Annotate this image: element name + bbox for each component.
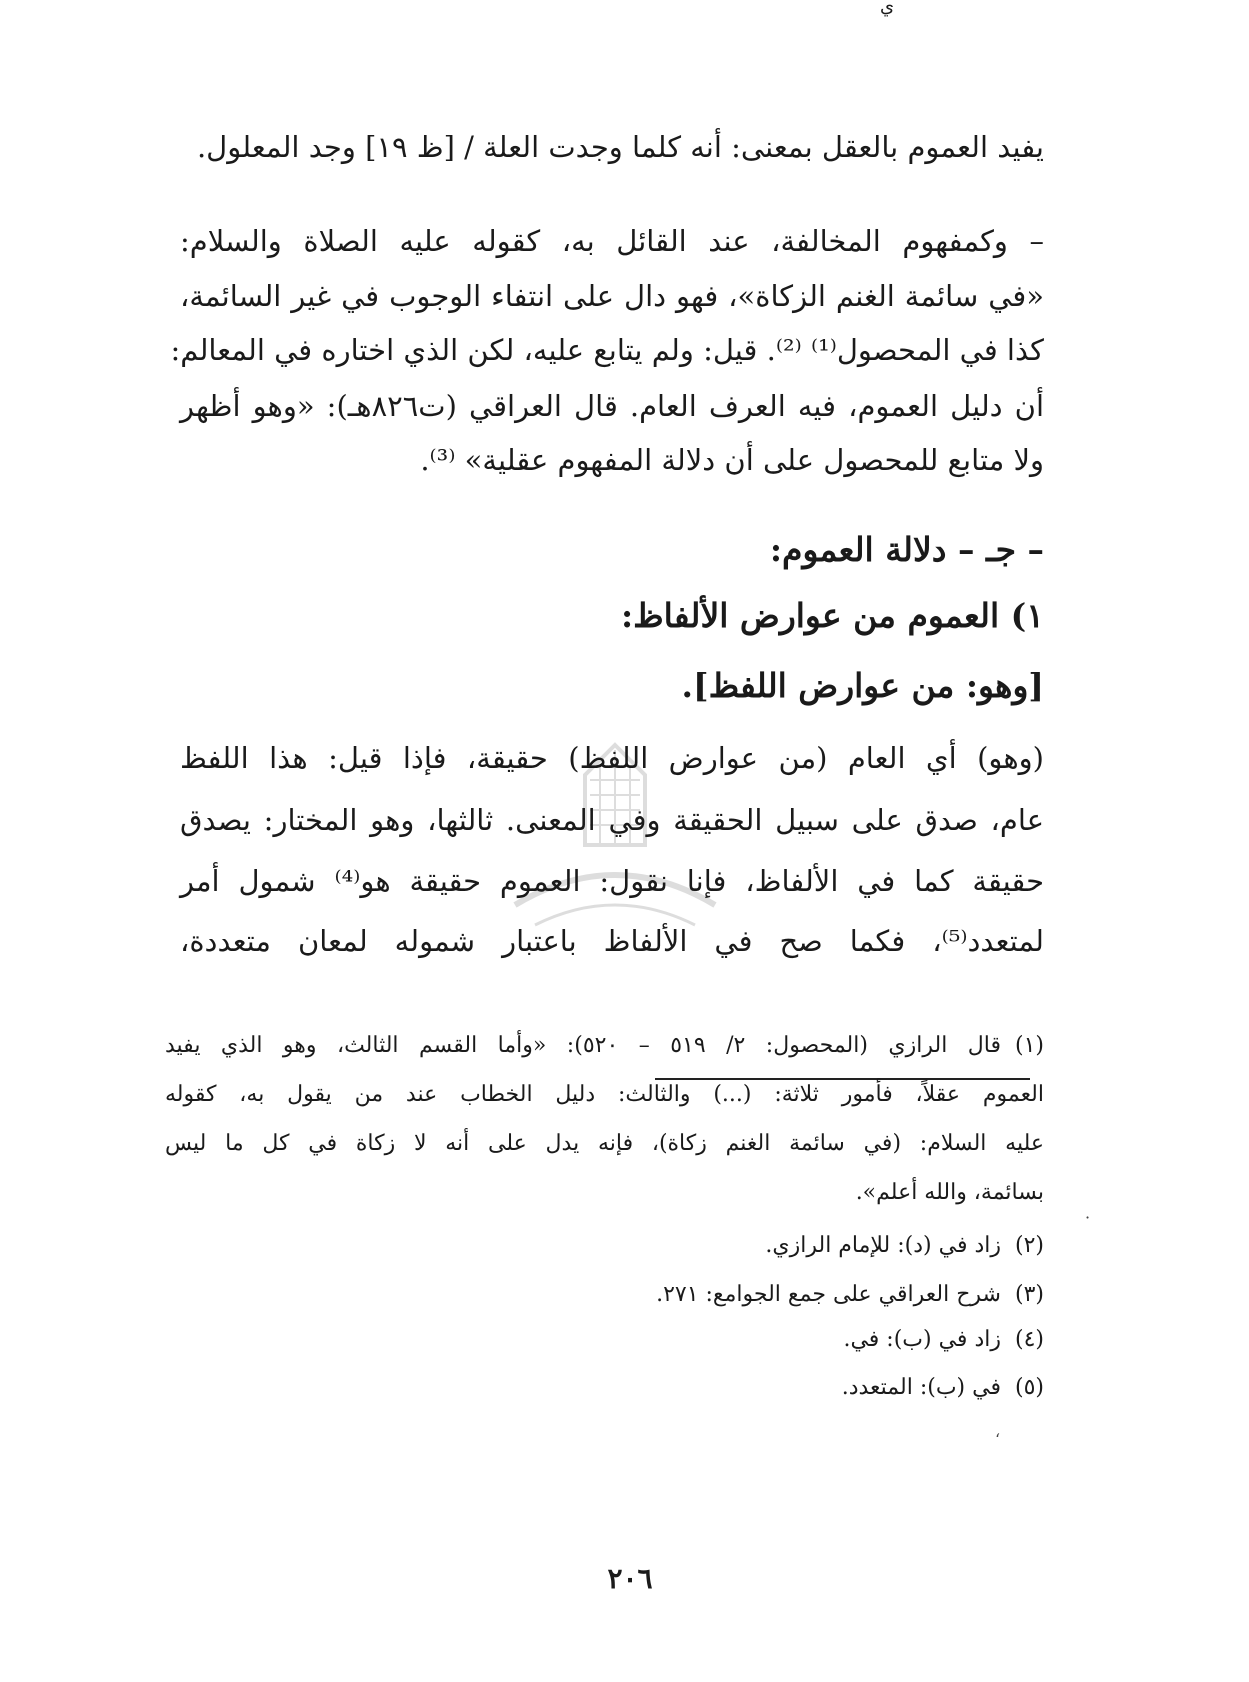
body-line-4: كذا في المحصول⁽¹⁾ ⁽²⁾. قيل: ولم يتابع عليه، لكن الذي اختاره في المعالم: — [170, 333, 1044, 367]
body-line-3: «في سائمة الغنم الزكاة»، فهو دال على انتفاء الوجوب في غير السائمة، — [180, 279, 1044, 313]
footnote-4 — [843, 1324, 1044, 1356]
footnote-5-text: في (ب): المتعدد. — [841, 1375, 1001, 1400]
scan-speck: · — [1085, 1208, 1091, 1227]
footnote-1-text: قال الرازي (المحصول: ٢/ ٥١٩ – ٥٢٠): «وأما القسم الثالث، وهو الذي يفيد — [165, 1033, 1001, 1058]
footnote-1-line-2: العموم عقلاً، فأمور ثلاثة: (...) والثالث: دليل الخطاب عند من يقول به، كقوله — [165, 1082, 1044, 1107]
body-line-5: أن دليل العموم، فيه العرف العام. قال العراقي (ت٨٢٦هـ): «وهو أظهر — [180, 389, 1045, 423]
footnote-1-line-3: عليه السلام: (في سائمة الغنم زكاة)، فإنه يدل على أنه لا زكاة في كل ما ليس — [165, 1131, 1044, 1156]
footnote-2 — [765, 1230, 1044, 1262]
footnote-5-number: (٥) — [1014, 1375, 1044, 1400]
footnote-4-number: (٤) — [1014, 1327, 1044, 1352]
scan-speck: ʻ — [995, 1430, 1001, 1449]
footnote-3-text: شرح العراقي على جمع الجوامع: ٢٧١. — [656, 1282, 1001, 1307]
top-page-mark: ي — [880, 0, 895, 17]
footnote-2-number: (٢) — [1014, 1233, 1044, 1258]
commentary-line-1: (وهو) أي العام (من عوارض اللفظ) حقيقة، فإذا قيل: هذا اللفظ — [180, 741, 1044, 775]
subsection-heading-1: ١) العموم من عوارض الألفاظ: — [620, 596, 1044, 635]
footnote-1-number: (١) — [1014, 1033, 1044, 1058]
page-number: ٢٠٦ — [607, 1562, 653, 1595]
footnote-3-number: (٣) — [1014, 1282, 1044, 1307]
commentary-line-2: عام، صدق على سبيل الحقيقة وفي المعنى. ثالثها، وهو المختار: يصدق — [180, 803, 1044, 837]
body-line-6: ولا متابع للمحصول على أن دلالة المفهوم عقلية» ⁽³⁾. — [420, 443, 1044, 477]
body-line-2: – وكمفهوم المخالفة، عند القائل به، كقوله عليه الصلاة والسلام: — [180, 224, 1044, 258]
footnote-4-text: زاد في (ب): في. — [843, 1327, 1001, 1352]
matn-text: [وهو: من عوارض اللفظ]. — [681, 666, 1044, 705]
body-line-1: يفيد العموم بالعقل بمعنى: أنه كلما وجدت العلة / [ظ ١٩] وجد المعلول. — [196, 130, 1044, 164]
footnote-5 — [842, 1372, 1044, 1404]
commentary-line-4: لمتعدد⁽⁵⁾، فكما صح في الألفاظ باعتبار شموله لمعان متعددة، — [180, 924, 1044, 958]
footnote-1-line-4: بسائمة، والله أعلم». — [855, 1180, 1044, 1205]
footnote-3 — [656, 1279, 1044, 1311]
commentary-line-3: حقيقة كما في الألفاظ، فإنا نقول: العموم حقيقة هو⁽⁴⁾ شمول أمر — [180, 864, 1044, 898]
section-heading-c: – جـ – دلالة العموم: — [769, 530, 1044, 569]
footnote-1-line-1 — [165, 1030, 1044, 1062]
footnote-2-text: زاد في (د): للإمام الرازي. — [765, 1233, 1001, 1258]
